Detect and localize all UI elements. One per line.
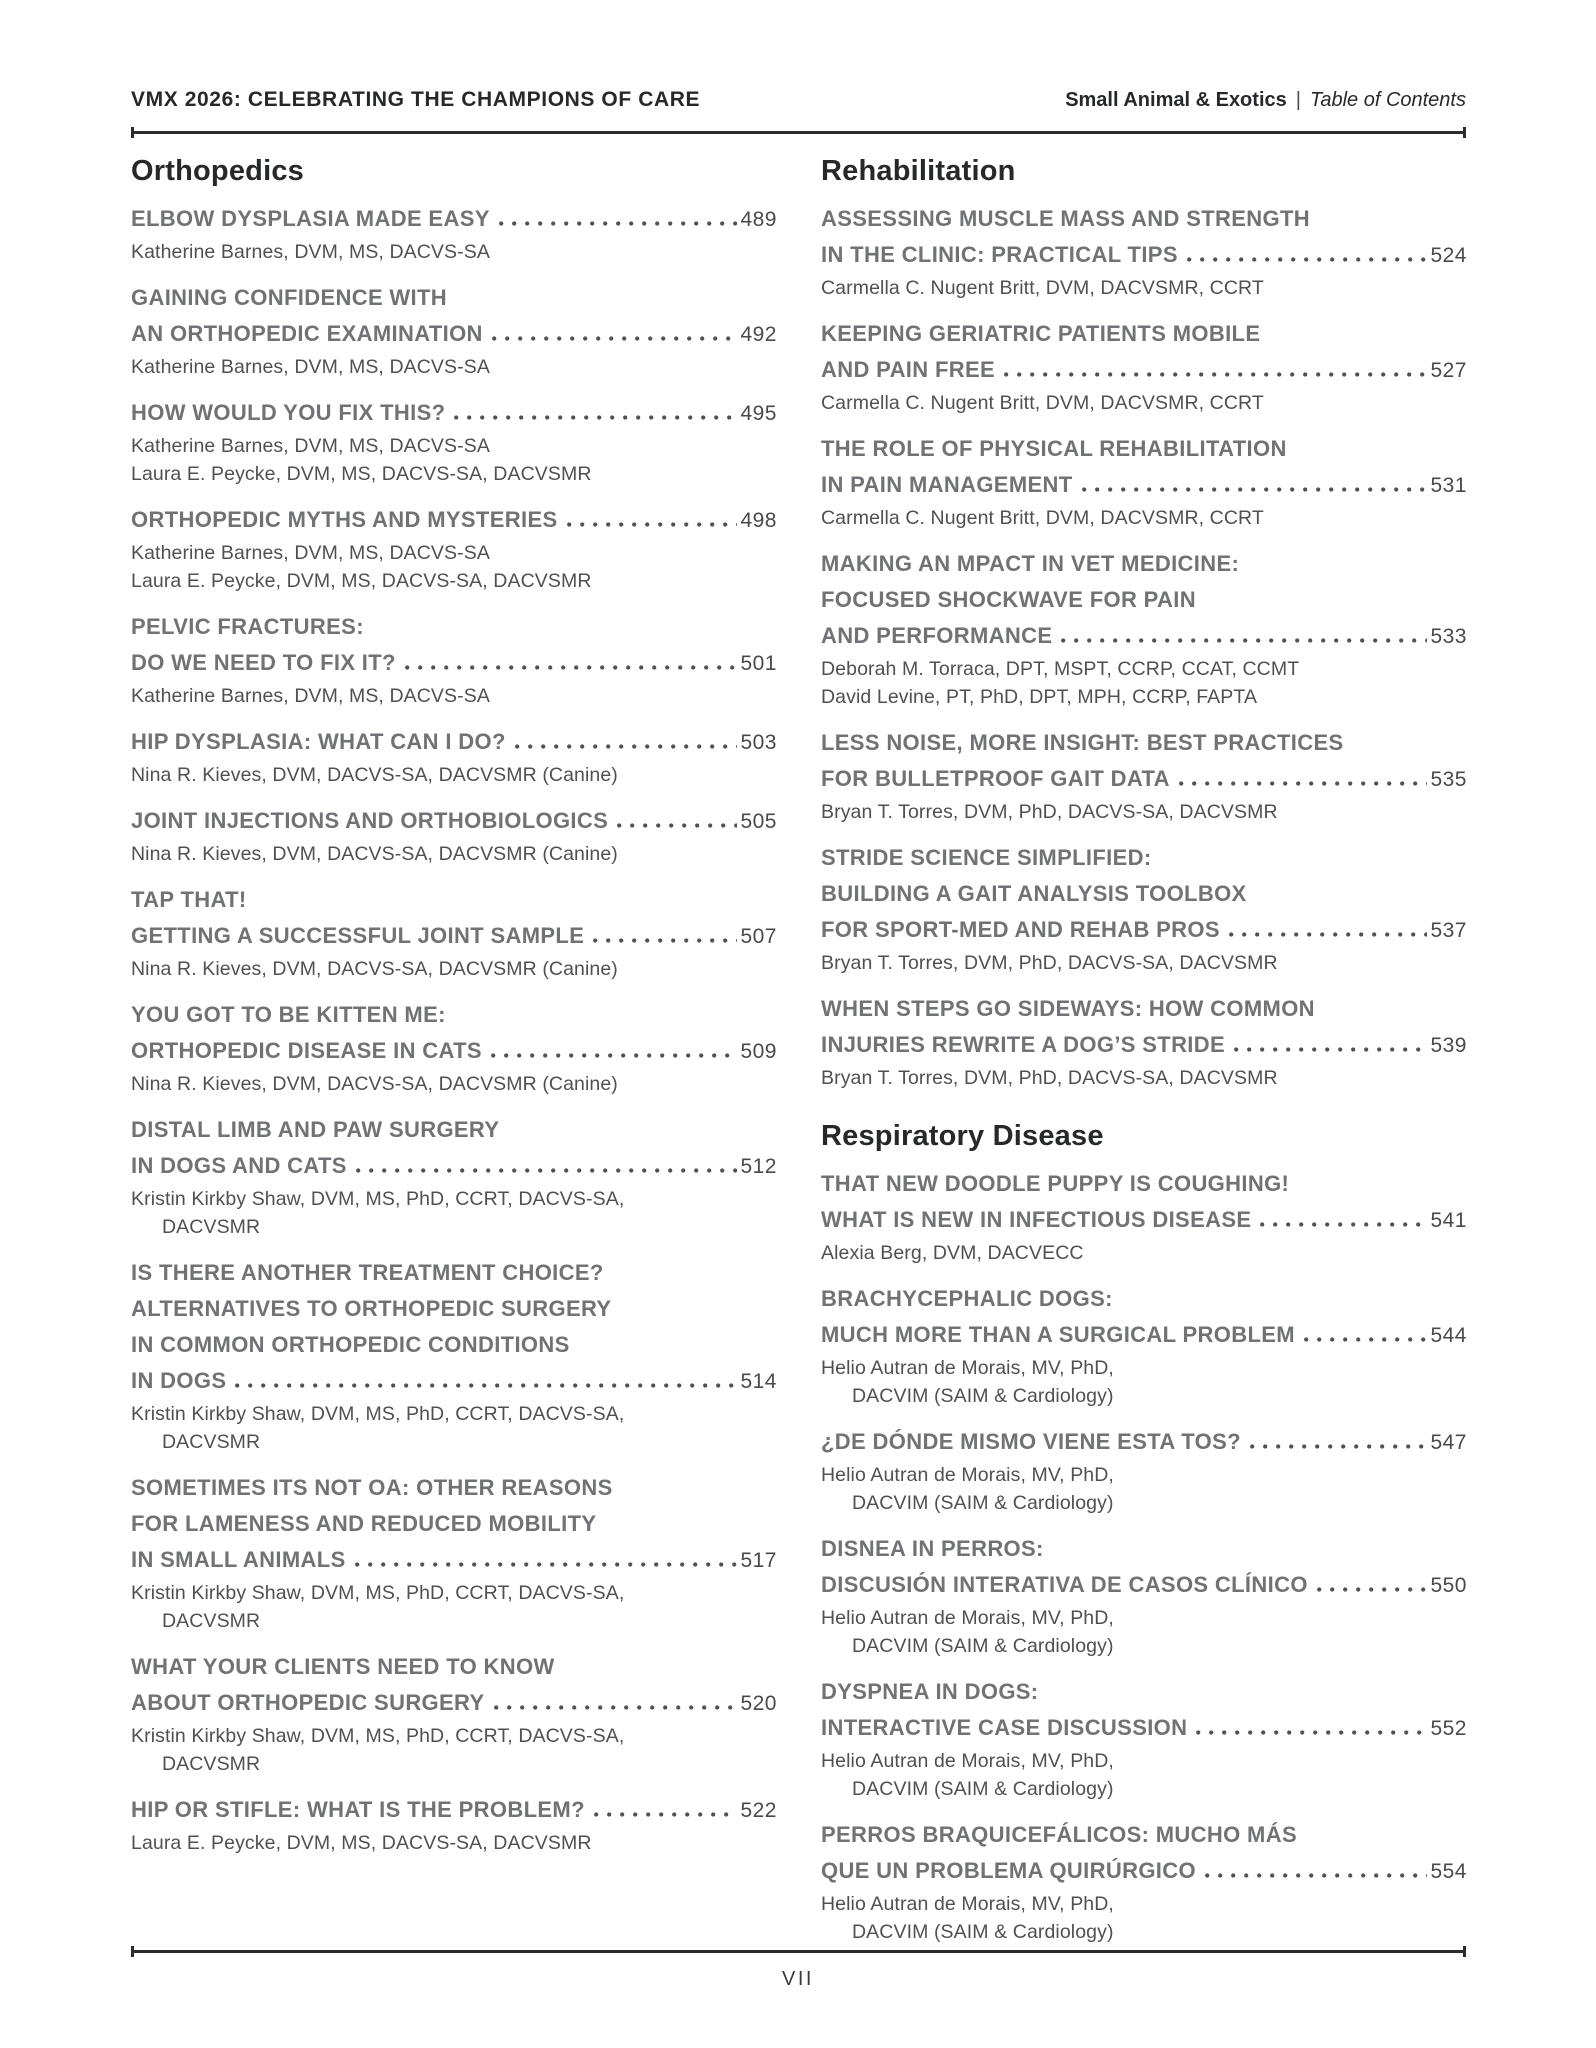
toc-entry xyxy=(821,991,1467,1092)
entry-title-text: FOR SPORT-MED AND REHAB PROS xyxy=(821,917,1220,942)
dot-leader xyxy=(1187,257,1428,262)
entry-title-last-line xyxy=(131,316,777,352)
entry-title-line: MAKING AN MPACT IN VET MEDICINE: xyxy=(821,551,1240,576)
entry-title-line: TAP THAT! xyxy=(131,887,247,912)
page-header xyxy=(131,88,1466,112)
entry-title-text: IN DOGS AND CATS xyxy=(131,1153,347,1178)
author-line-continuation: DACVIM (SAIM & Cardiology) xyxy=(852,1492,1114,1514)
entry-title-line: DISNEA IN PERROS: xyxy=(821,1536,1044,1561)
entry-title-line: THE ROLE OF PHYSICAL REHABILITATION xyxy=(821,436,1287,461)
dot-leader xyxy=(1317,1587,1428,1592)
entry-authors xyxy=(821,1354,1467,1410)
section-heading: Rehabilitation xyxy=(821,155,1016,187)
entry-title-text: WHAT IS NEW IN INFECTIOUS DISEASE xyxy=(821,1207,1252,1232)
entry-title-line: GAINING CONFIDENCE WITH xyxy=(131,285,448,310)
entry-title-line: ASSESSING MUSCLE MASS AND STRENGTH xyxy=(821,206,1311,231)
entry-title-last-line xyxy=(821,467,1467,503)
entry-title-text: AND PAIN FREE xyxy=(821,357,996,382)
author-line: Nina R. Kieves, DVM, DACVS-SA, DACVSMR (Canine) xyxy=(131,843,618,865)
dot-leader xyxy=(1196,1730,1427,1735)
entry-title-last-line xyxy=(131,803,777,839)
author-line: David Levine, PT, PhD, DPT, MPH, CCRP, FAPTA xyxy=(821,686,1258,708)
entry-title-line: DISTAL LIMB AND PAW SURGERY xyxy=(131,1117,500,1142)
author-line: Helio Autran de Morais, MV, PhD, xyxy=(821,1750,1114,1772)
toc-entry xyxy=(821,1817,1467,1946)
entry-title-text: AND PERFORMANCE xyxy=(821,623,1053,648)
entry-page-number: 554 xyxy=(1430,1860,1467,1883)
dot-leader xyxy=(594,1812,738,1817)
dot-leader xyxy=(405,665,738,670)
author-line: Helio Autran de Morais, MV, PhD, xyxy=(821,1893,1114,1915)
author-line: Katherine Barnes, DVM, MS, DACVS-SA xyxy=(131,685,490,707)
entry-title-line: WHEN STEPS GO SIDEWAYS: HOW COMMON xyxy=(821,996,1315,1021)
toc-entry xyxy=(131,1112,777,1241)
toc-entry xyxy=(131,1470,777,1635)
entry-title-text: ABOUT ORTHOPEDIC SURGERY xyxy=(131,1690,485,1715)
toc-entry xyxy=(131,502,777,595)
author-line: Nina R. Kieves, DVM, DACVS-SA, DACVSMR (Canine) xyxy=(131,958,618,980)
entry-authors xyxy=(821,389,1467,417)
footer-rule xyxy=(131,1950,1466,1953)
entry-title-line: KEEPING GERIATRIC PATIENTS MOBILE xyxy=(821,321,1261,346)
toc-entry xyxy=(131,201,777,266)
entry-authors xyxy=(821,504,1467,532)
toc-entry xyxy=(821,546,1467,711)
entry-page-number: 539 xyxy=(1430,1034,1467,1057)
entry-authors xyxy=(821,655,1467,711)
entry-page-number: 492 xyxy=(740,323,777,346)
section-heading: Respiratory Disease xyxy=(821,1120,1104,1152)
entry-page-number: 512 xyxy=(740,1155,777,1178)
dot-leader xyxy=(235,1383,737,1388)
toc-entry xyxy=(821,1166,1467,1267)
author-line: Helio Autran de Morais, MV, PhD, xyxy=(821,1357,1114,1379)
dot-leader xyxy=(1179,781,1428,786)
entry-title-last-line xyxy=(821,237,1467,273)
header-conference-title: VMX 2026: CELEBRATING THE CHAMPIONS OF CARE xyxy=(131,88,701,111)
entry-title-line: BUILDING A GAIT ANALYSIS TOOLBOX xyxy=(821,881,1247,906)
entry-title-line: PELVIC FRACTURES: xyxy=(131,614,364,639)
page-number: VII xyxy=(782,1968,814,1990)
entry-page-number: 524 xyxy=(1430,244,1467,267)
entry-title-last-line xyxy=(821,1317,1467,1353)
dot-leader xyxy=(492,336,738,341)
toc-columns xyxy=(131,151,1467,1947)
entry-title-line: PERROS BRAQUICEFÁLICOS: MUCHO MÁS xyxy=(821,1822,1297,1847)
author-line: Carmella C. Nugent Britt, DVM, DACVSMR, CCRT xyxy=(821,507,1264,529)
toc-entry xyxy=(821,840,1467,977)
author-line: Katherine Barnes, DVM, MS, DACVS-SA xyxy=(131,542,490,564)
entry-page-number: 514 xyxy=(740,1370,777,1393)
author-line: Katherine Barnes, DVM, MS, DACVS-SA xyxy=(131,356,490,378)
entry-authors xyxy=(131,1722,777,1778)
entry-title-text: MUCH MORE THAN A SURGICAL PROBLEM xyxy=(821,1322,1295,1347)
entry-page-number: 544 xyxy=(1430,1324,1467,1347)
entry-title-last-line xyxy=(131,1033,777,1069)
entry-page-number: 489 xyxy=(740,208,777,231)
entry-title-text: DO WE NEED TO FIX IT? xyxy=(131,650,396,675)
author-line: Bryan T. Torres, DVM, PhD, DACVS-SA, DACVSMR xyxy=(821,801,1278,823)
toc-entry xyxy=(131,803,777,868)
author-line: Katherine Barnes, DVM, MS, DACVS-SA xyxy=(131,435,490,457)
entry-title-last-line xyxy=(821,1202,1467,1238)
entry-title-text: HOW WOULD YOU FIX THIS? xyxy=(131,400,446,425)
entry-authors xyxy=(131,1579,777,1635)
entry-title-text: INJURIES REWRITE A DOG’S STRIDE xyxy=(821,1032,1226,1057)
author-line: Kristin Kirkby Shaw, DVM, MS, PhD, CCRT, DACVS-SA, xyxy=(131,1403,625,1425)
entry-authors xyxy=(821,1747,1467,1803)
author-line-continuation: DACVIM (SAIM & Cardiology) xyxy=(852,1385,1114,1407)
entry-authors xyxy=(131,682,777,710)
author-line-continuation: DACVIM (SAIM & Cardiology) xyxy=(852,1921,1114,1943)
entry-title-last-line xyxy=(131,1542,777,1578)
entry-title-text: IN DOGS xyxy=(131,1368,227,1393)
dot-leader xyxy=(515,744,738,749)
entry-title-last-line xyxy=(131,645,777,681)
toc-entry xyxy=(131,724,777,789)
author-line: Laura E. Peycke, DVM, MS, DACVS-SA, DACVSMR xyxy=(131,570,592,592)
entry-page-number: 535 xyxy=(1430,768,1467,791)
entry-title-text: ORTHOPEDIC DISEASE IN CATS xyxy=(131,1038,482,1063)
author-line: Bryan T. Torres, DVM, PhD, DACVS-SA, DACVSMR xyxy=(821,952,1278,974)
entry-title-last-line xyxy=(821,352,1467,388)
entry-authors xyxy=(821,1604,1467,1660)
entry-page-number: 517 xyxy=(740,1549,777,1572)
entry-title-last-line xyxy=(821,761,1467,797)
entry-title-last-line xyxy=(131,918,777,954)
entry-page-number: 537 xyxy=(1430,919,1467,942)
entry-title-line: BRACHYCEPHALIC DOGS: xyxy=(821,1286,1113,1311)
entry-page-number: 550 xyxy=(1430,1574,1467,1597)
toc-column-right xyxy=(821,151,1467,1947)
entry-authors xyxy=(821,1064,1467,1092)
entry-title-text: FOR BULLETPROOF GAIT DATA xyxy=(821,766,1170,791)
dot-leader xyxy=(356,1168,738,1173)
entry-title-text: IN PAIN MANAGEMENT xyxy=(821,472,1073,497)
dot-leader xyxy=(567,522,738,527)
toc-entry xyxy=(821,1674,1467,1803)
entry-title-text: HIP OR STIFLE: WHAT IS THE PROBLEM? xyxy=(131,1797,585,1822)
toc-entry xyxy=(131,280,777,381)
dot-leader xyxy=(491,1053,738,1058)
header-track-name: Small Animal & Exotics xyxy=(1065,89,1287,111)
entry-title-last-line xyxy=(821,1710,1467,1746)
dot-leader xyxy=(355,1562,738,1567)
entry-title-line: FOCUSED SHOCKWAVE FOR PAIN xyxy=(821,587,1196,612)
dot-leader xyxy=(1205,1873,1427,1878)
entry-title-line: DYSPNEA IN DOGS: xyxy=(821,1679,1039,1704)
entry-page-number: 547 xyxy=(1430,1431,1467,1454)
entry-page-number: 505 xyxy=(740,810,777,833)
entry-title-last-line xyxy=(131,502,777,538)
entry-title-line: YOU GOT TO BE KITTEN ME: xyxy=(131,1002,446,1027)
toc-entry xyxy=(821,1424,1467,1517)
entry-authors xyxy=(131,238,777,266)
header-divider: | xyxy=(1295,89,1301,111)
entry-authors xyxy=(131,432,777,488)
entry-authors xyxy=(131,840,777,868)
entry-page-number: 498 xyxy=(740,509,777,532)
entry-title-last-line xyxy=(131,724,777,760)
dot-leader xyxy=(499,221,738,226)
dot-leader xyxy=(1250,1444,1428,1449)
entry-title-line: LESS NOISE, MORE INSIGHT: BEST PRACTICES xyxy=(821,730,1344,755)
toc-entry xyxy=(821,201,1467,302)
dot-leader xyxy=(1229,932,1428,937)
author-line-continuation: DACVSMR xyxy=(162,1610,261,1632)
entry-title-line: ALTERNATIVES TO ORTHOPEDIC SURGERY xyxy=(131,1296,612,1321)
entry-page-number: 495 xyxy=(740,402,777,425)
entry-title-last-line xyxy=(131,1792,777,1828)
toc-entry xyxy=(131,882,777,983)
dot-leader xyxy=(617,823,737,828)
entry-page-number: 509 xyxy=(740,1040,777,1063)
author-line: Laura E. Peycke, DVM, MS, DACVS-SA, DACVSMR xyxy=(131,1832,592,1854)
header-page-type: Table of Contents xyxy=(1309,89,1466,111)
entry-title-text: DISCUSIÓN INTERATIVA DE CASOS CLÍNICO xyxy=(821,1572,1308,1597)
entry-title-last-line xyxy=(821,618,1467,654)
author-line: Bryan T. Torres, DVM, PhD, DACVS-SA, DACVSMR xyxy=(821,1067,1278,1089)
entry-authors xyxy=(131,1400,777,1456)
entry-authors xyxy=(131,1185,777,1241)
entry-authors xyxy=(821,949,1467,977)
entry-page-number: 531 xyxy=(1430,474,1467,497)
entry-page-number: 527 xyxy=(1430,359,1467,382)
entry-title-last-line xyxy=(821,912,1467,948)
entry-page-number: 522 xyxy=(740,1799,777,1822)
entry-title-text: ORTHOPEDIC MYTHS AND MYSTERIES xyxy=(131,507,558,532)
entry-title-text: GETTING A SUCCESSFUL JOINT SAMPLE xyxy=(131,923,585,948)
entry-authors xyxy=(131,1829,777,1857)
entry-title-text: AN ORTHOPEDIC EXAMINATION xyxy=(131,321,483,346)
entry-page-number: 503 xyxy=(740,731,777,754)
entry-title-line: IN COMMON ORTHOPEDIC CONDITIONS xyxy=(131,1332,570,1357)
entry-page-number: 552 xyxy=(1430,1717,1467,1740)
author-line-continuation: DACVIM (SAIM & Cardiology) xyxy=(852,1635,1114,1657)
author-line-continuation: DACVIM (SAIM & Cardiology) xyxy=(852,1778,1114,1800)
entry-page-number: 501 xyxy=(740,652,777,675)
entry-title-last-line xyxy=(131,1363,777,1399)
author-line: Helio Autran de Morais, MV, PhD, xyxy=(821,1464,1114,1486)
entry-title-last-line xyxy=(131,1685,777,1721)
author-line: Laura E. Peycke, DVM, MS, DACVS-SA, DACVSMR xyxy=(131,463,592,485)
author-line: Kristin Kirkby Shaw, DVM, MS, PhD, CCRT, DACVS-SA, xyxy=(131,1725,625,1747)
entry-authors xyxy=(821,1890,1467,1946)
entry-title-line: SOMETIMES ITS NOT OA: OTHER REASONS xyxy=(131,1475,613,1500)
entry-title-text: JOINT INJECTIONS AND ORTHOBIOLOGICS xyxy=(131,808,609,833)
entry-title-line: FOR LAMENESS AND REDUCED MOBILITY xyxy=(131,1511,597,1536)
author-line: Kristin Kirkby Shaw, DVM, MS, PhD, CCRT, DACVS-SA, xyxy=(131,1188,625,1210)
dot-leader xyxy=(494,1705,738,1710)
toc-entry xyxy=(821,1531,1467,1660)
entry-title-last-line xyxy=(131,201,777,237)
author-line-continuation: DACVSMR xyxy=(162,1216,261,1238)
author-line-continuation: DACVSMR xyxy=(162,1753,261,1775)
entry-authors xyxy=(821,274,1467,302)
author-line: Nina R. Kieves, DVM, DACVS-SA, DACVSMR (Canine) xyxy=(131,1073,618,1095)
entry-authors xyxy=(821,1461,1467,1517)
entry-title-last-line xyxy=(131,395,777,431)
dot-leader xyxy=(593,938,737,943)
entry-title-line: WHAT YOUR CLIENTS NEED TO KNOW xyxy=(131,1654,555,1679)
toc-entry xyxy=(131,395,777,488)
entry-page-number: 541 xyxy=(1430,1209,1467,1232)
author-line: Nina R. Kieves, DVM, DACVS-SA, DACVSMR (Canine) xyxy=(131,764,618,786)
entry-title-last-line xyxy=(821,1027,1467,1063)
entry-title-text: INTERACTIVE CASE DISCUSSION xyxy=(821,1715,1188,1740)
header-rule xyxy=(131,131,1466,134)
toc-entry xyxy=(821,725,1467,826)
entry-page-number: 533 xyxy=(1430,625,1467,648)
entry-page-number: 507 xyxy=(740,925,777,948)
entry-title-last-line xyxy=(821,1853,1467,1889)
entry-title-text: HIP DYSPLASIA: WHAT CAN I DO? xyxy=(131,729,506,754)
entry-title-text: ¿DE DÓNDE MISMO VIENE ESTA TOS? xyxy=(821,1429,1241,1454)
entry-title-last-line xyxy=(821,1424,1467,1460)
entry-title-last-line xyxy=(131,1148,777,1184)
entry-authors xyxy=(821,798,1467,826)
author-line: Kristin Kirkby Shaw, DVM, MS, PhD, CCRT, DACVS-SA, xyxy=(131,1582,625,1604)
entry-title-text: IN THE CLINIC: PRACTICAL TIPS xyxy=(821,242,1178,267)
entry-page-number: 520 xyxy=(740,1692,777,1715)
entry-authors xyxy=(131,761,777,789)
author-line: Katherine Barnes, DVM, MS, DACVS-SA xyxy=(131,241,490,263)
author-line: Carmella C. Nugent Britt, DVM, DACVSMR, CCRT xyxy=(821,392,1264,414)
entry-authors xyxy=(131,539,777,595)
entry-title-line: THAT NEW DOODLE PUPPY IS COUGHING! xyxy=(821,1171,1290,1196)
toc-entry xyxy=(821,1281,1467,1410)
entry-title-line: IS THERE ANOTHER TREATMENT CHOICE? xyxy=(131,1260,604,1285)
toc-entry xyxy=(131,1255,777,1456)
entry-authors xyxy=(131,1070,777,1098)
author-line: Helio Autran de Morais, MV, PhD, xyxy=(821,1607,1114,1629)
dot-leader xyxy=(1004,372,1427,377)
dot-leader xyxy=(1061,638,1427,643)
author-line: Carmella C. Nugent Britt, DVM, DACVSMR, CCRT xyxy=(821,277,1264,299)
toc-entry xyxy=(131,609,777,710)
toc-entry xyxy=(131,1649,777,1778)
toc-entry xyxy=(821,431,1467,532)
toc-entry xyxy=(821,316,1467,417)
entry-title-text: ELBOW DYSPLASIA MADE EASY xyxy=(131,206,490,231)
dot-leader xyxy=(1304,1337,1428,1342)
toc-entry xyxy=(131,1792,777,1857)
entry-title-line: STRIDE SCIENCE SIMPLIFIED: xyxy=(821,845,1152,870)
toc-column-left xyxy=(131,151,777,1947)
entry-authors xyxy=(131,955,777,983)
section-heading: Orthopedics xyxy=(131,155,304,187)
author-line: Deborah M. Torraca, DPT, MSPT, CCRP, CCAT, CCMT xyxy=(821,658,1300,680)
dot-leader xyxy=(454,415,737,420)
entry-title-text: IN SMALL ANIMALS xyxy=(131,1547,346,1572)
entry-authors xyxy=(821,1239,1467,1267)
entry-title-last-line xyxy=(821,1567,1467,1603)
dot-leader xyxy=(1260,1222,1427,1227)
entry-authors xyxy=(131,353,777,381)
entry-title-text: QUE UN PROBLEMA QUIRÚRGICO xyxy=(821,1858,1196,1883)
dot-leader xyxy=(1234,1047,1427,1052)
author-line-continuation: DACVSMR xyxy=(162,1431,261,1453)
dot-leader xyxy=(1082,487,1428,492)
header-section-info xyxy=(1065,89,1466,112)
author-line: Alexia Berg, DVM, DACVECC xyxy=(821,1242,1084,1264)
toc-entry xyxy=(131,997,777,1098)
